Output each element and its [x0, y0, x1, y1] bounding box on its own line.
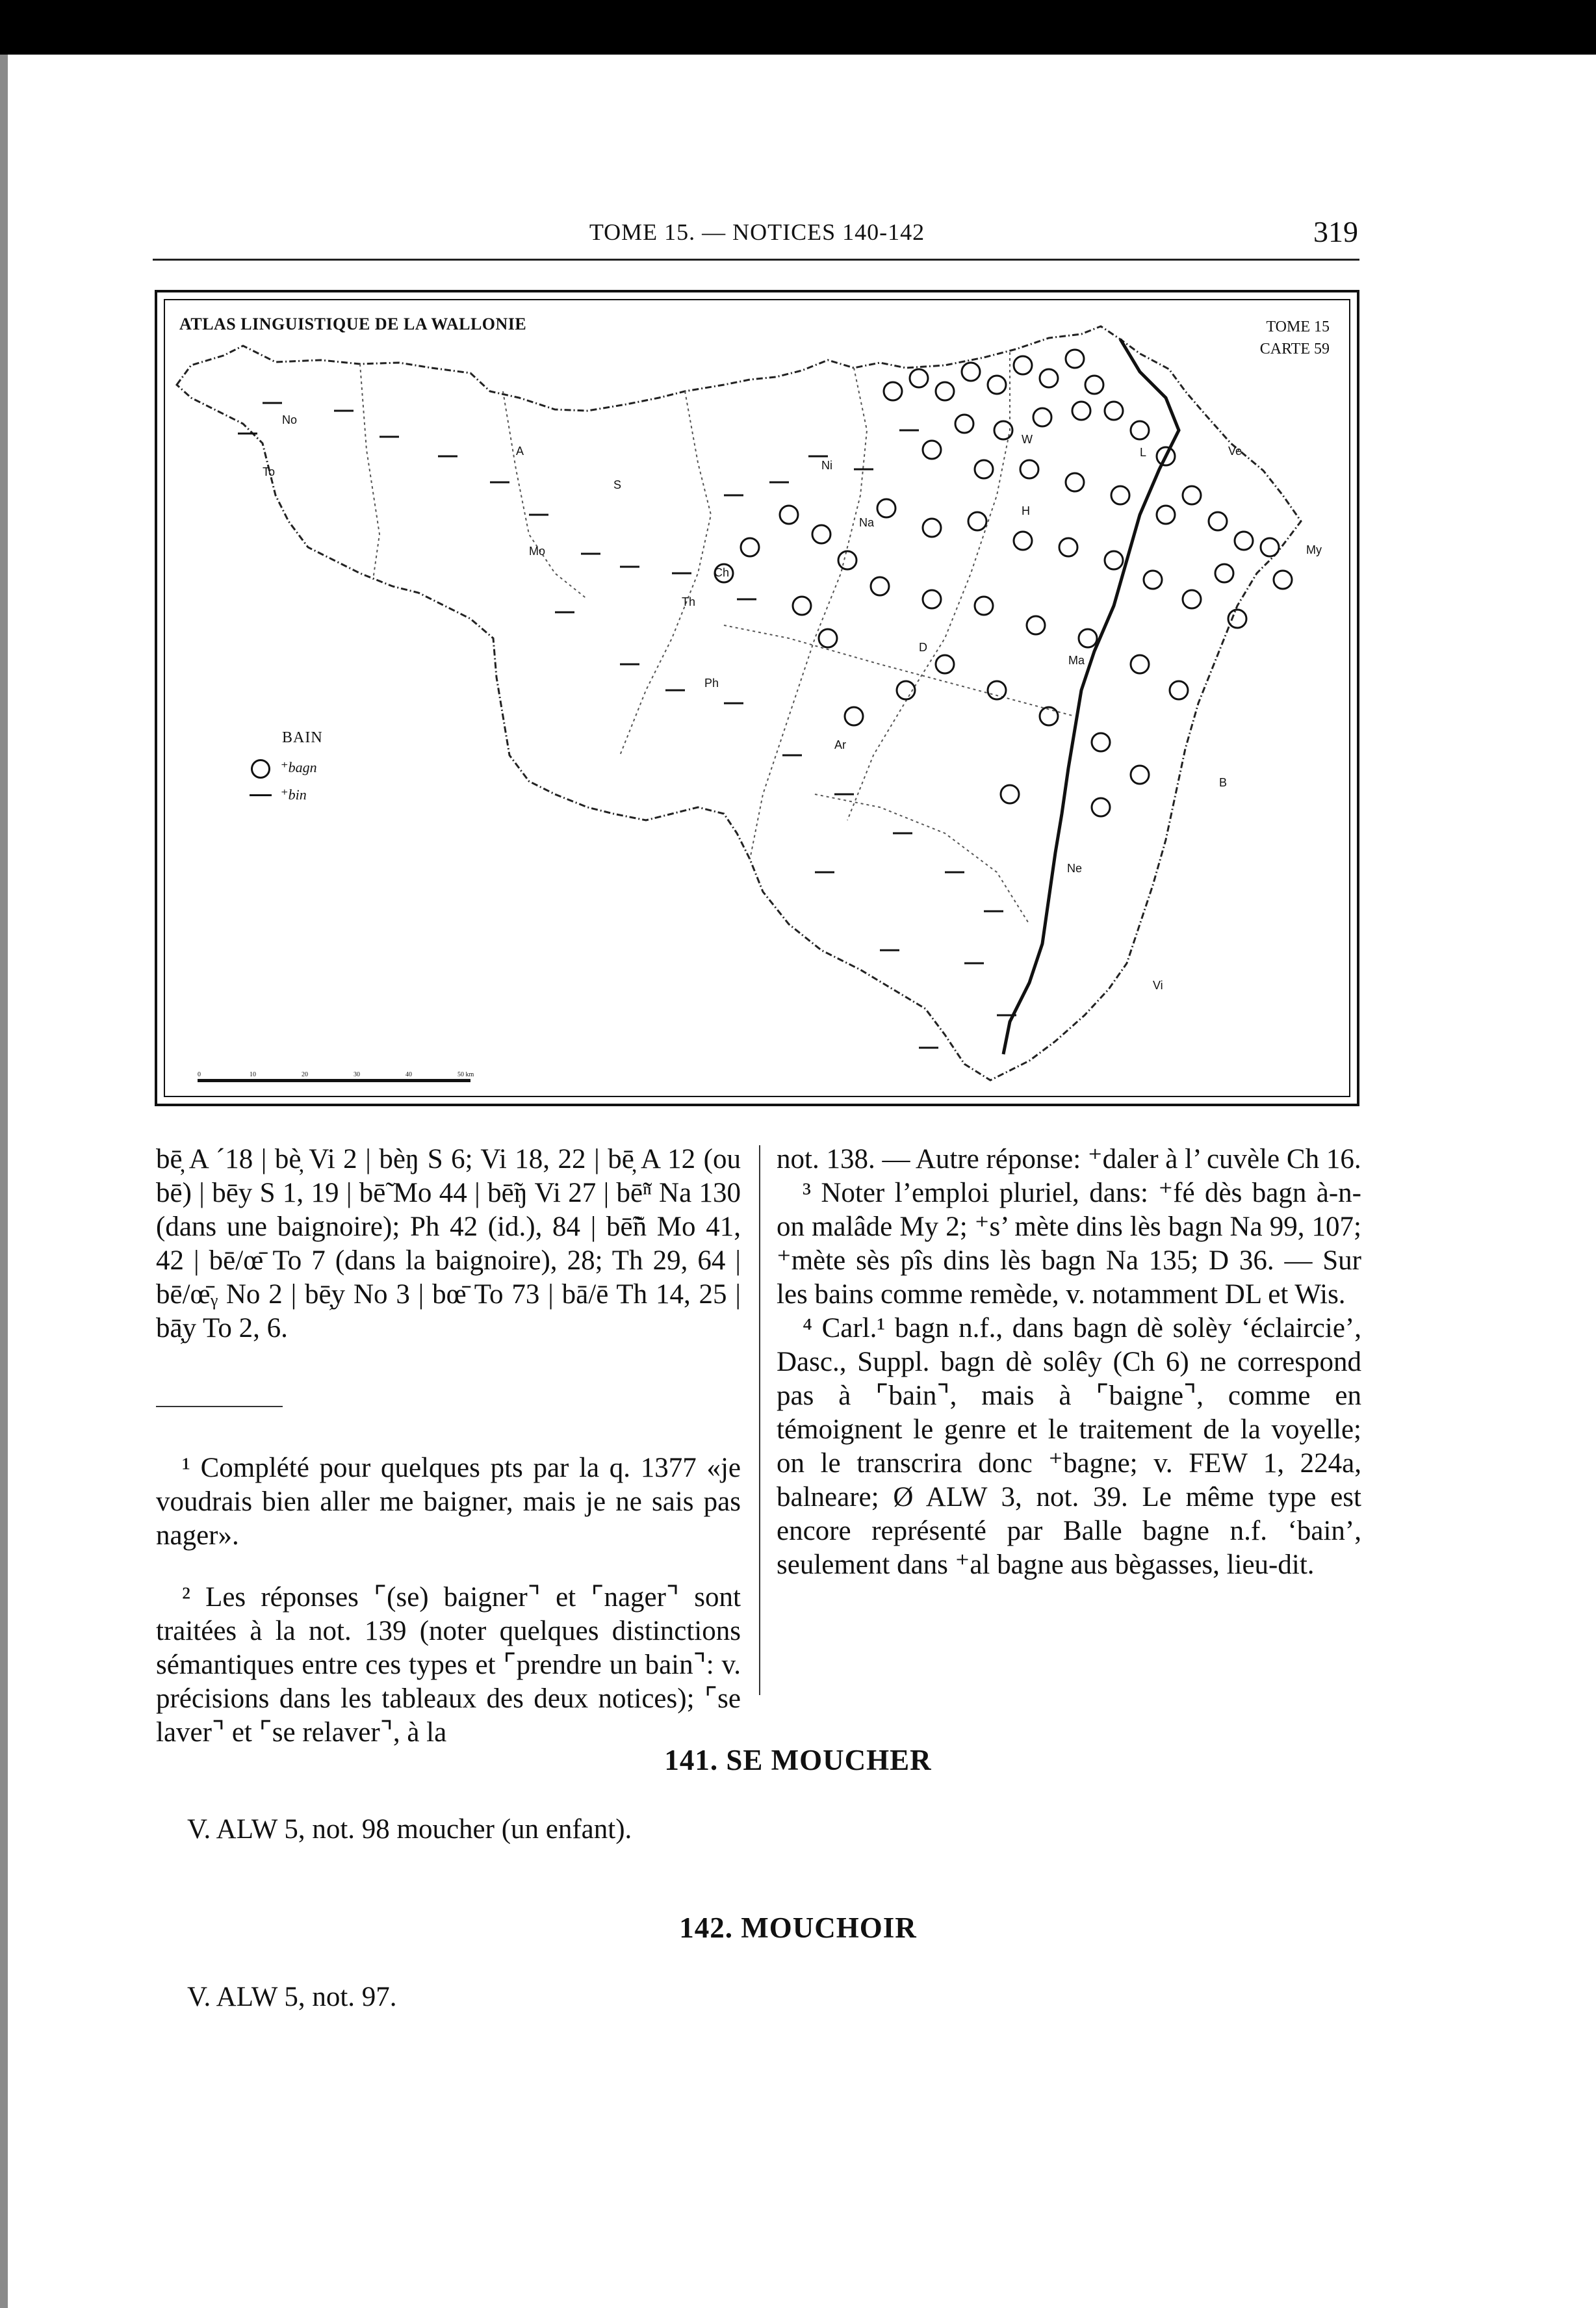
region-label: S [613, 478, 622, 491]
bagn-circle [871, 577, 889, 595]
two-column-notes [156, 1143, 1365, 1748]
bagn-circle [1066, 473, 1084, 491]
region-label: A [516, 445, 524, 458]
region-label: B [1219, 776, 1228, 789]
region-label: Th [682, 595, 696, 608]
region-label: Ar [834, 738, 846, 751]
bagn-circle [955, 415, 973, 433]
region-label: L [1140, 446, 1147, 459]
bagn-circle [1040, 369, 1058, 387]
header-rule [153, 259, 1359, 261]
bagn-circle [988, 376, 1006, 394]
circle-symbol-icon [251, 759, 270, 779]
bagn-circle [877, 499, 895, 517]
page-number: 319 [1313, 215, 1358, 248]
bagn-circle [845, 707, 863, 725]
symbol-bars [238, 403, 1016, 1048]
bagn-circle [780, 506, 798, 524]
bagn-circle [1183, 590, 1201, 608]
region-label: D [919, 641, 927, 654]
scan-left-edge [0, 55, 8, 2308]
map-tome-carte [1260, 316, 1330, 360]
column-divider [759, 1145, 760, 1695]
bagn-circle [1027, 616, 1045, 634]
bagn-circle [923, 441, 941, 459]
bagn-circle [1014, 532, 1032, 550]
region-label: My [1306, 543, 1322, 556]
bagn-circle [812, 525, 830, 543]
bagn-circle [1261, 538, 1279, 556]
region-label: Ne [1067, 862, 1083, 875]
scale-line [198, 1079, 470, 1082]
bagn-circle [1111, 486, 1129, 504]
bagn-circle [1105, 551, 1123, 569]
bar-symbol-icon [250, 794, 272, 796]
bagn-circle [1215, 564, 1233, 582]
region-label: No [282, 413, 298, 426]
footnote-4: ⁴ Carl.¹ bagn n.f., dans bagn dè solèy ‘éclaircie’, Dasc., Suppl. bagn dè solêy (Ch 6) ne correspond pas à ⌜bain⌝, mais à ⌜baigne⌝, comme en témoignent le genre et le traitement de la voyelle; on le transcrira donc ⁺bagne; v. FEW 1, 224a, balneare; Ø ALW 3, not. 39. Le même type est encore représenté par Balle bagne n.f. ‘bain’, seulement dans ⁺al bagne aus bègasses, lieu-dit. [777, 1313, 1361, 1580]
bagn-circle [936, 382, 954, 400]
bagn-circle [1072, 402, 1090, 420]
bagn-circle [1105, 402, 1123, 420]
region-label: Ph [704, 677, 719, 690]
bagn-circle [741, 538, 759, 556]
footnote-3: ³ Noter l’emploi pluriel, dans: ⁺fé dès bagn à-n-on malâde My 2; ⁺s’ mète dins lès bagn Na 99, 107; ⁺mète sès pîs dins lès bagn Na 135; D 36. — Sur les bains comme remède, v. notamment DL et Wis. [777, 1178, 1361, 1310]
bagn-circle [1092, 733, 1110, 751]
footnote-2: ² Les réponses ⌜(se) baigner⌝ et ⌜nager⌝ sont traitées à la not. 139 (noter quelques distinctions sémantiques entre ces types et ⌜prendre un bain⌝: v. précisions dans les tableaux des deux notices); ⌜se laver⌝ et ⌜se relaver⌝, à la [156, 1582, 741, 1748]
bagn-circle [1209, 512, 1227, 530]
bagn-circle [1033, 408, 1051, 426]
bagn-circle [1170, 681, 1188, 699]
scale-bar [198, 1071, 496, 1093]
boundary-line [750, 368, 867, 859]
map-tome: TOME 15 [1266, 318, 1330, 335]
footnotes [156, 1423, 741, 1778]
bagn-circle [988, 681, 1006, 699]
map-carte: CARTE 59 [1259, 341, 1330, 357]
region-label: Ni [821, 459, 832, 472]
bagn-circle [1066, 350, 1084, 368]
symbol-circles [715, 350, 1292, 816]
region-label: Ma [1068, 654, 1085, 667]
bagn-circle [1131, 655, 1149, 673]
boundary-line [724, 625, 1075, 716]
running-title: TOME 15. — NOTICES 140-142 [589, 219, 925, 245]
legend-title: BAIN [282, 729, 323, 746]
section-body-141: V. ALW 5, not. 98 moucher (un enfant). [187, 1814, 632, 1845]
section-body-142: V. ALW 5, not. 97. [187, 1982, 397, 2012]
region-label: W [1022, 433, 1033, 446]
bagn-circle [910, 369, 928, 387]
bagn-circle [838, 551, 856, 569]
legend-label-bin: ⁺bin [281, 786, 307, 803]
bagn-circle [962, 363, 980, 381]
footnote-rule [156, 1406, 283, 1407]
bagn-circle [819, 629, 837, 647]
eastern-border [1003, 339, 1179, 1054]
scale-tick: 40 [405, 1071, 412, 1078]
bagn-circle [1183, 486, 1201, 504]
bagn-circle [936, 655, 954, 673]
section-title-141: 141. SE MOUCHER [664, 1744, 932, 1776]
map-inner-frame [164, 299, 1350, 1097]
region-label: H [1022, 504, 1030, 517]
bagn-circle [1092, 798, 1110, 816]
footnote-1: ¹ Complété pour quelques pts par la q. 1377 «je voudrais bien aller me baigner, mais je ne sais pas nager». [156, 1453, 741, 1551]
bagn-circle [923, 519, 941, 537]
province-boundaries [360, 352, 1075, 924]
right-column [777, 1143, 1361, 1582]
responses-paragraph: bē̦ A ´18 | bè̦ Vi 2 | bèŋ S 6; Vi 18, 22 | bē̦ A 12 (ou bē) | bēy S 1, 19 | bē̃ Mo 44 | bē̃ŋ Vi 27 | bē̃ⁿ Na 130 (dans une baignoire); Ph 42 (id.), 84 | bē̃ñ Mo 41, 42 | bē/œ̄ To 7 (dans la baignoire), 28; Th 29, 64 | bē/œ̄ᵧ No 2 | bē̦y No 3 | bœ̄ To 73 | bā/ē Th 14, 25 | bā̦y To 2, 6. [156, 1144, 741, 1343]
bagn-circle [1059, 538, 1077, 556]
boundary-line [620, 391, 711, 755]
region-label: Mo [529, 545, 546, 558]
legend-label-bagn: ⁺bagn [281, 759, 317, 775]
running-head [156, 214, 1358, 253]
bagn-circle [1228, 610, 1246, 628]
boundary-line [503, 391, 587, 599]
boundary-line [360, 364, 380, 580]
bagn-circle [793, 597, 811, 615]
region-label: To [263, 465, 276, 478]
bagn-circle [975, 460, 993, 478]
bagn-circle [1131, 766, 1149, 784]
legend-row-bagn [248, 758, 378, 780]
bagn-circle [1014, 356, 1032, 374]
bagn-circle [1157, 506, 1175, 524]
map-figure [155, 290, 1359, 1106]
map-title: ATLAS LINGUISTIQUE DE LA WALLONIE [179, 315, 527, 333]
bagn-circle [1144, 571, 1162, 589]
scan-top-border [0, 0, 1596, 55]
bagn-circle [1020, 460, 1038, 478]
scale-tick: 30 [354, 1071, 360, 1078]
bagn-circle [1085, 376, 1103, 394]
scale-tick: 50 km [457, 1071, 474, 1078]
bagn-circle [1079, 629, 1097, 647]
map-canvas [165, 300, 1352, 1098]
bagn-circle [1001, 785, 1019, 803]
scale-tick: 20 [302, 1071, 308, 1078]
bagn-circle [1274, 571, 1292, 589]
scale-tick: 0 [198, 1071, 201, 1078]
region-label: Ch [714, 566, 730, 579]
section-title-142: 142. MOUCHOIR [679, 1912, 917, 1944]
boundary-line [815, 794, 1029, 924]
bagn-circle [923, 590, 941, 608]
legend-row-bin [248, 785, 378, 807]
bagn-circle [884, 382, 902, 400]
region-label: Ve [1228, 445, 1242, 458]
left-column [156, 1143, 741, 1345]
bagn-circle [975, 597, 993, 615]
bagn-circle [968, 512, 986, 530]
bagn-circle [1235, 532, 1253, 550]
bagn-circle [1131, 421, 1149, 439]
region-label: Na [859, 516, 875, 529]
scale-tick: 10 [250, 1071, 256, 1078]
region-label: Vi [1153, 979, 1163, 992]
right-paragraph-1: not. 138. — Autre réponse: ⁺daler à l’ cuvèle Ch 16. [777, 1144, 1361, 1174]
region-labels [263, 413, 1322, 992]
